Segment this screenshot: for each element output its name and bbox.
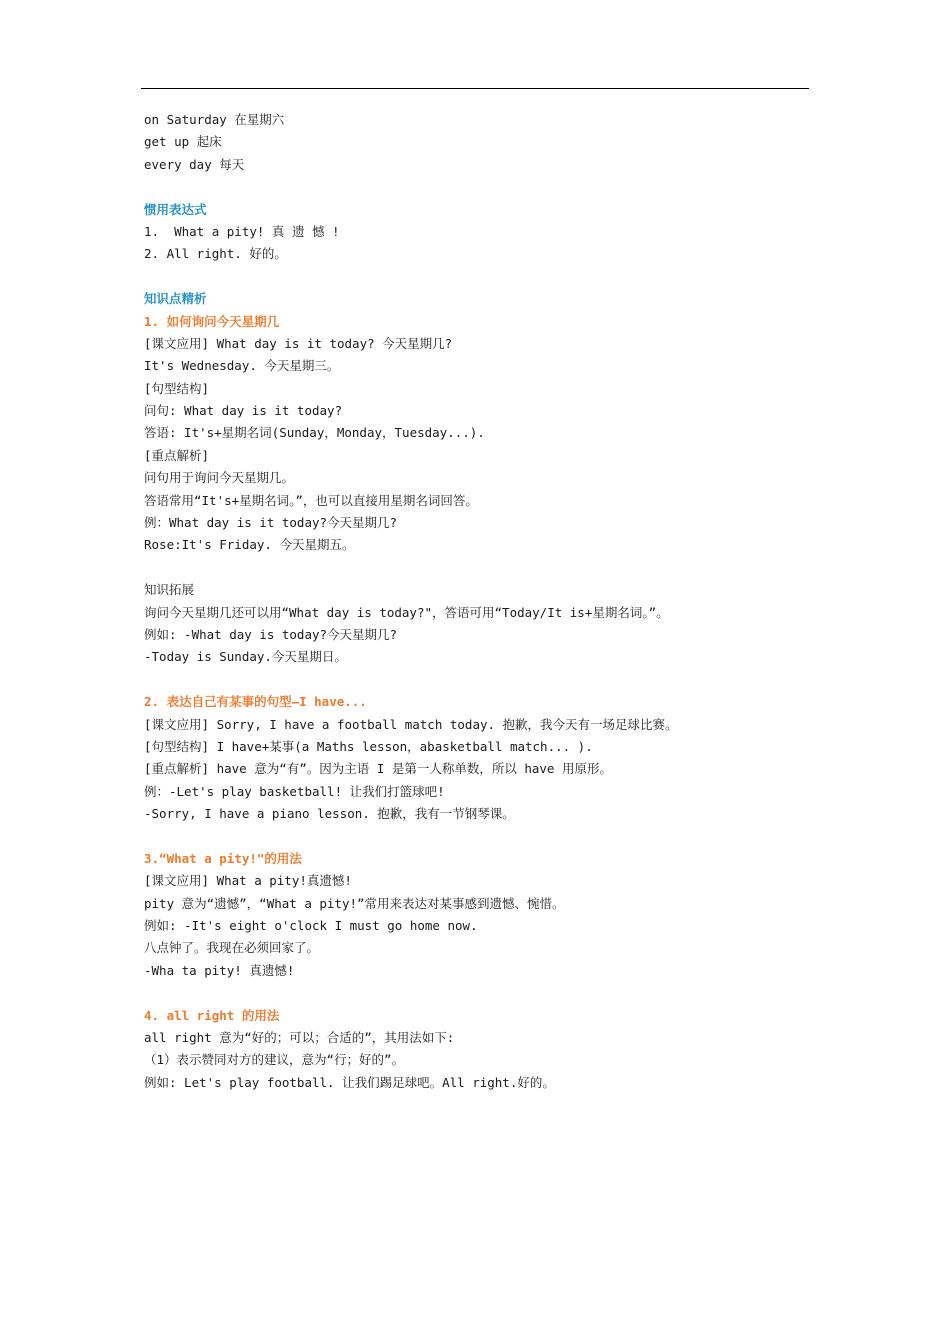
point1-line: 问句用于询问今天星期几。 <box>144 470 295 486</box>
point1-line: 问句: What day is it today? <box>144 403 343 419</box>
point3-line: 例如: -It's eight o'clock I must go home now. <box>144 918 478 934</box>
spacer <box>144 982 804 1004</box>
point2-line: [句型结构] I have+某事(a Maths lesson，abasketball match... ). <box>144 738 593 754</box>
point4-line: （1）表示赞同对方的建议，意为“行；好的”。 <box>144 1052 405 1068</box>
point1-line: 答语: It's+星期名词(Sunday，Monday，Tuesday...). <box>144 425 485 441</box>
document-body <box>144 109 804 1094</box>
point1-line: 例：What day is it today?今天星期几? <box>144 515 398 531</box>
expression-item: 2. All right. 好的。 <box>144 246 287 262</box>
expressions-heading: 惯用表达式 <box>144 201 207 217</box>
point3-title: 3.“What a pity!"的用法 <box>144 850 302 866</box>
point1-line: [句型结构] <box>144 380 210 396</box>
spacer <box>144 176 804 198</box>
expression-item: 1. What a pity! 真 遗 憾 ! <box>144 223 340 239</box>
point1-line: [重点解析] <box>144 447 210 463</box>
point4-line: all right 意为“好的；可以；合适的”，其用法如下: <box>144 1030 455 1046</box>
point4-line: 例如: Let's play football. 让我们踢足球吧。All right.好的。 <box>144 1074 555 1090</box>
point1-line: It's Wednesday. 今天星期三。 <box>144 358 340 374</box>
point1-title: 1. 如何询问今天星期几 <box>144 313 280 329</box>
point2-line: [课文应用] Sorry, I have a football match today. 抱歉，我今天有一场足球比赛。 <box>144 716 678 732</box>
point1-line: 答语常用“It's+星期名词。”，也可以直接用星期名词回答。 <box>144 492 478 508</box>
spacer <box>144 669 804 691</box>
point3-line: 八点钟了。我现在必须回家了。 <box>144 940 320 956</box>
extension-line: -Today is Sunday.今天星期日。 <box>144 649 347 665</box>
spacer <box>144 557 804 579</box>
point3-line: -Wha ta pity! 真遗憾! <box>144 962 295 978</box>
point1-line: [课文应用] What day is it today? 今天星期几? <box>144 335 453 351</box>
point2-line: 例：-Let's play basketball! 让我们打篮球吧! <box>144 783 445 799</box>
point1-line: Rose:It's Friday. 今天星期五。 <box>144 537 355 553</box>
vocab-line: every day 每天 <box>144 156 245 172</box>
analysis-heading: 知识点精析 <box>144 291 207 307</box>
point4-title: 4. all right 的用法 <box>144 1007 280 1023</box>
vocab-line: get up 起床 <box>144 134 222 150</box>
extension-heading: 知识拓展 <box>144 582 195 598</box>
point2-line: -Sorry, I have a piano lesson. 抱歉，我有一节钢琴课。 <box>144 806 515 822</box>
spacer <box>144 266 804 288</box>
point3-line: pity 意为“遗憾”，“What a pity!”常用来表达对某事感到遗憾、惋惜。 <box>144 895 565 911</box>
extension-line: 例如: -What day is today?今天星期几? <box>144 626 398 642</box>
point2-title: 2. 表达自己有某事的句型—I have... <box>144 694 367 710</box>
spacer <box>144 826 804 848</box>
point2-line: [重点解析] have 意为“有”。因为主语 I 是第一人称单数，所以 have 用原形。 <box>144 761 612 777</box>
point3-line: [课文应用] What a pity!真遗憾! <box>144 873 352 889</box>
header-rule <box>141 88 809 89</box>
vocab-line: on Saturday 在星期六 <box>144 112 285 127</box>
extension-line: 询问今天星期几还可以用“What day is today?"，答语可用“Today/It is+星期名词。”。 <box>144 604 669 620</box>
